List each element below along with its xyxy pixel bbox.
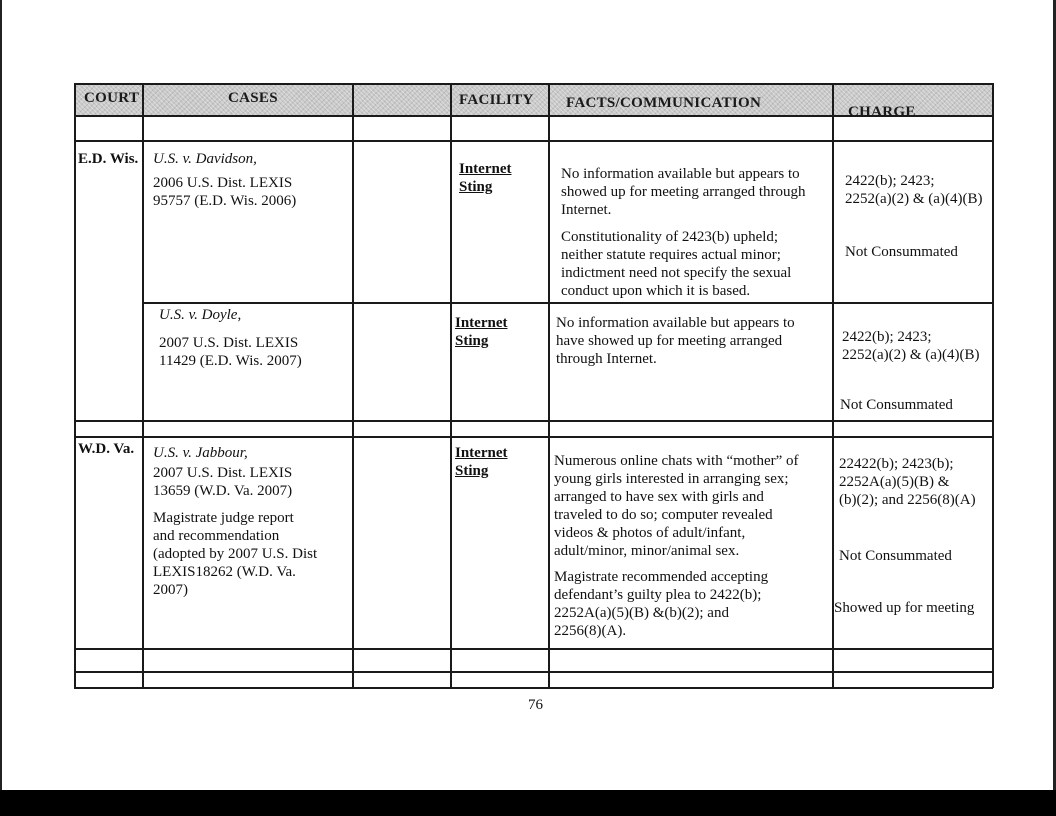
header-cases: CASES <box>228 90 278 106</box>
facts-line: traveled to do so; computer revealed <box>554 507 773 523</box>
facts-line: conduct upon which it is based. <box>561 283 751 299</box>
facts-line: Numerous online chats with “mother” of <box>554 453 799 469</box>
facts-line: No information available but appears to <box>556 315 795 331</box>
case-citation: 2007 U.S. Dist. LEXIS <box>153 465 293 481</box>
facility-link: Internet <box>455 445 508 461</box>
facts-line: 2256(8)(A). <box>554 623 627 639</box>
charge-line: 2422(b); 2423; <box>845 173 935 189</box>
court-cell: W.D. Va. <box>78 441 135 457</box>
case-citation: 13659 (W.D. Va. 2007) <box>153 483 293 499</box>
charge-line: 2252A(a)(5)(B) & <box>839 474 950 490</box>
page-number: 76 <box>528 697 543 713</box>
facts-line: have showed up for meeting arranged <box>556 333 783 349</box>
facility-link: Sting <box>455 333 489 349</box>
case-citation: 2006 U.S. Dist. LEXIS <box>153 175 293 191</box>
charge-status: Showed up for meeting <box>834 600 975 616</box>
facts-line: neither statute requires actual minor; <box>561 247 781 263</box>
facts-line: Internet. <box>561 202 612 218</box>
facts-line: Magistrate recommended accepting <box>554 569 769 585</box>
facts-line: adult/minor, minor/animal sex. <box>554 543 740 559</box>
facility-link: Sting <box>459 179 493 195</box>
case-note: 2007) <box>153 582 188 598</box>
charge-line: (b)(2); and 2256(8)(A) <box>839 492 976 508</box>
facts-line: indictment need not specify the sexual <box>561 265 792 281</box>
case-name: U.S. v. Doyle, <box>159 307 242 323</box>
facility-link: Internet <box>455 315 508 331</box>
case-note: LEXIS18262 (W.D. Va. <box>153 564 296 580</box>
case-citation: 11429 (E.D. Wis. 2007) <box>159 353 302 369</box>
facts-line: Constitutionality of 2423(b) upheld; <box>561 229 779 245</box>
facts-line: videos & photos of adult/infant, <box>554 525 746 541</box>
header-facility: FACILITY <box>459 92 534 108</box>
case-name: U.S. v. Davidson, <box>153 151 257 167</box>
charge-line: 2252(a)(2) & (a)(4)(B) <box>842 347 980 363</box>
facts-line: young girls interested in arranging sex; <box>554 471 789 487</box>
case-name: U.S. v. Jabbour, <box>153 445 248 461</box>
charge-line: 22422(b); 2423(b); <box>839 456 954 472</box>
charge-status: Not Consummated <box>840 397 953 413</box>
charge-status: Not Consummated <box>839 548 952 564</box>
facts-line: 2252A(a)(5)(B) &(b)(2); and <box>554 605 729 621</box>
scan-edge-left <box>0 0 2 790</box>
facts-line: No information available but appears to <box>561 166 800 182</box>
charge-line: 2422(b); 2423; <box>842 329 932 345</box>
facility-link: Sting <box>455 463 489 479</box>
header-court: COURT <box>84 90 140 106</box>
court-cell: E.D. Wis. <box>78 151 139 167</box>
case-citation: 2007 U.S. Dist. LEXIS <box>159 335 299 351</box>
case-note: Magistrate judge report <box>153 510 294 526</box>
facts-line: through Internet. <box>556 351 657 367</box>
facts-line: defendant’s guilty plea to 2422(b); <box>554 587 762 603</box>
case-citation: 95757 (E.D. Wis. 2006) <box>153 193 297 209</box>
facility-link: Internet <box>459 161 512 177</box>
case-note: (adopted by 2007 U.S. Dist <box>153 546 318 562</box>
facts-line: arranged to have sex with girls and <box>554 489 764 505</box>
header-facts: FACTS/COMMUNICATION <box>566 95 762 111</box>
charge-status: Not Consummated <box>845 244 958 260</box>
facts-line: showed up for meeting arranged through <box>561 184 806 200</box>
scan-bottom-band <box>0 790 1056 816</box>
case-note: and recommendation <box>153 528 280 544</box>
charge-line: 2252(a)(2) & (a)(4)(B) <box>845 191 983 207</box>
header-charge: CHARGE <box>848 104 916 120</box>
